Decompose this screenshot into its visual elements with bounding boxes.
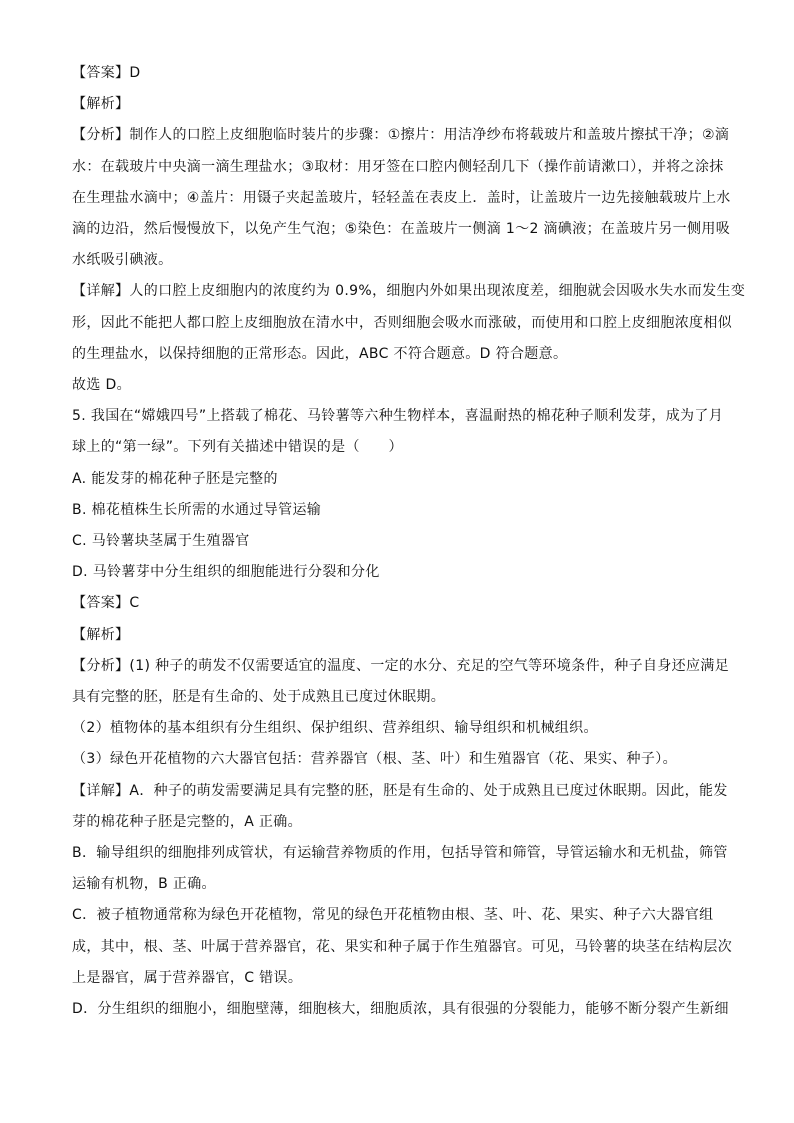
q4-fenxi (72, 120, 731, 276)
text-line: C．被子植物通常称为绿色开花植物，常见的绿色开花植物由根、茎、叶、花、果实、种子六大器官组 (72, 907, 714, 924)
text-line: 水：在载玻片中央滴一滴生理盐水；③取材：用牙签在口腔内侧轻刮几下（操作前请漱口），并将之涂抹 (72, 158, 724, 175)
q5-xiangjie (72, 776, 733, 1026)
question-line: 球上的“第一绿”。下列有关描述中错误的是（ ） (72, 439, 403, 456)
text-line: D．分生组织的细胞小，细胞壁薄，细胞核大，细胞质浓，具有很强的分裂能力，能够不断分裂产生新细 (72, 1001, 729, 1018)
question-line: 5. 我国在“嫦娥四号”上搭载了棉花、马铃薯等六种生物样本，喜温耐热的棉花种子顺利发芽，成为了月 (72, 408, 724, 425)
text-line: 【详解】A．种子的萌发需要满足具有完整的胚，胚是有生命的、处于成熟且已度过休眠期。因此，能发 (72, 782, 728, 799)
text-line: 滴的边沿，然后慢慢放下，以免产生气泡；⑤染色：在盖玻片一侧滴 1～2 滴碘液；在盖玻片另一侧用吸 (72, 221, 731, 238)
text-line: 芽的棉花种子胚是完整的，A 正确。 (72, 813, 302, 830)
document-page (72, 58, 746, 1025)
q5-stem (72, 401, 724, 463)
text-line: （2）植物体的基本组织有分生组织、保护组织、营养组织、输导组织和机械组织。 (72, 720, 598, 737)
option-a: A. 能发芽的棉花种子胚是完整的 (72, 470, 278, 487)
q4-answer: 【答案】D (72, 65, 141, 81)
text-line: 在生理盐水滴中；④盖片：用镊子夹起盖玻片，轻轻盖在表皮上．盖时，让盖玻片一边先接触载玻片上水 (72, 189, 731, 206)
q5-answer: 【答案】C (72, 595, 140, 612)
text-line: 水纸吸引碘液。 (72, 252, 173, 269)
text-line: B．输导组织的细胞排列成管状，有运输营养物质的作用，包括导管和筛管，导管运输水和无机盐，筛管 (72, 845, 728, 862)
text-line: 具有完整的胚，胚是有生命的、处于成熟且已度过休眠期。 (72, 689, 446, 706)
text-line: 成，其中，根、茎、叶属于营养器官，花、果实和种子属于作生殖器官。可见，马铃薯的块茎在结构层次 (72, 938, 733, 955)
text-line: 运输有机物，B 正确。 (72, 876, 216, 893)
text-line: 的生理盐水，以保持细胞的正常形态。因此，ABC 不符合题意。D 符合题意。 (72, 345, 568, 362)
text-line: 【分析】制作人的口腔上皮细胞临时装片的步骤：①擦片：用洁净纱布将载玻片和盖玻片擦拭干净；②滴 (72, 127, 730, 144)
option-d: D. 马铃薯芽中分生组织的细胞能进行分裂和分化 (72, 564, 380, 581)
text-line: （3）绿色开花植物的六大器官包括：营养器官（根、茎、叶）和生殖器官（花、果实、种子）。 (72, 751, 677, 768)
text-line: 上是器官，属于营养器官，C 错误。 (72, 969, 303, 986)
option-b: B. 棉花植株生长所需的水通过导管运输 (72, 501, 322, 518)
q5-analysis-label: 【解析】 (72, 626, 130, 643)
text-line: 形，因此不能把人都口腔上皮细胞放在清水中，否则细胞会吸水而涨破，而使用和口腔上皮细胞浓度相似 (72, 314, 733, 331)
text-line: 【分析】(1) 种子的萌发不仅需要适宜的温度、一定的水分、充足的空气等环境条件，种子自身还应满足 (72, 657, 730, 674)
text-line: 故选 D。 (72, 377, 131, 394)
q4-xiangjie (72, 276, 746, 401)
q4-analysis-label: 【解析】 (72, 96, 130, 113)
q5-fenxi (72, 651, 730, 776)
q5-options (72, 464, 724, 589)
text-line: 【详解】人的口腔上皮细胞内的浓度约为 0.9%，细胞内外如果出现浓度差，细胞就会因吸水失水而发生变 (72, 283, 746, 300)
option-c: C. 马铃薯块茎属于生殖器官 (72, 533, 250, 550)
